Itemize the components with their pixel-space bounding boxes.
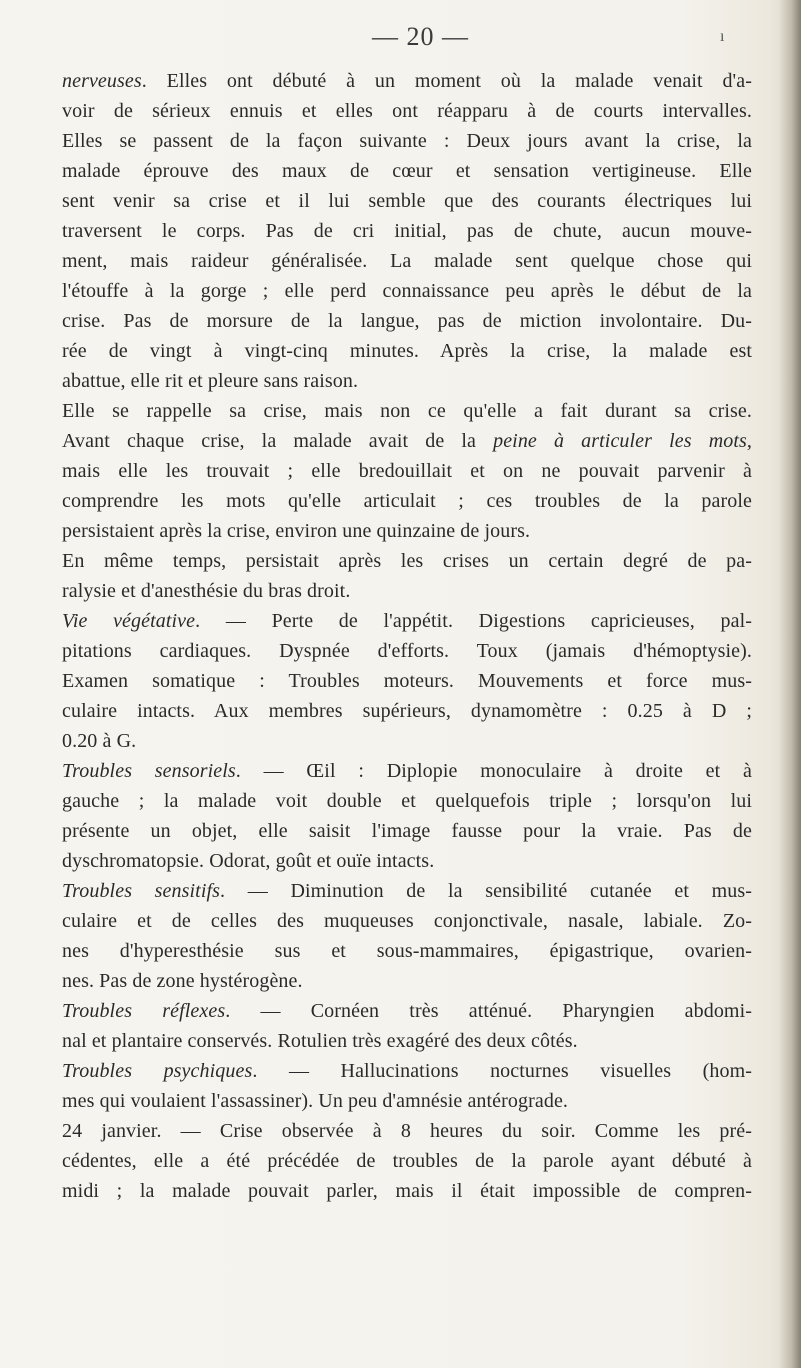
text-segment: comprendre les mots qu'elle articulait ; ces troubles de la parole xyxy=(62,490,752,512)
text-line xyxy=(62,426,752,456)
text-line xyxy=(62,456,752,486)
text-line xyxy=(62,216,752,246)
text-segment: dyschromatopsie. Odorat, goût et ouïe intacts. xyxy=(62,850,435,872)
text-segment: mais elle les trouvait ; elle bredouillait et on ne pouvait parvenir à xyxy=(62,460,752,482)
text-line xyxy=(62,1026,752,1056)
italic-heading: Troubles réflexes xyxy=(62,1000,226,1022)
text-segment: mes qui voulaient l'assassiner). Un peu d'amnésie antérograde. xyxy=(62,1090,569,1112)
text-line xyxy=(62,306,752,336)
text-segment: cédentes, elle a été précédée de troubles de la parole ayant débuté à xyxy=(62,1150,752,1172)
body-text xyxy=(62,66,752,1206)
text-segment: persistaient après la crise, environ une quinzaine de jours. xyxy=(62,520,531,542)
text-segment: . — Diminution de la sensibilité cutanée et mus- xyxy=(220,880,752,902)
text-segment: nes. Pas de zone hystérogène. xyxy=(62,970,303,992)
italic-heading: Troubles psychiques xyxy=(62,1060,253,1082)
text-line xyxy=(62,336,752,366)
text-line xyxy=(62,576,752,606)
text-line xyxy=(62,66,752,96)
text-segment: crise. Pas de morsure de la langue, pas de miction involontaire. Du- xyxy=(62,310,752,332)
italic-heading: nerveuses xyxy=(62,70,142,92)
text-line xyxy=(62,396,752,426)
text-segment: Elle se rappelle sa crise, mais non ce qu'elle a fait durant sa crise. xyxy=(62,400,752,422)
text-line xyxy=(62,756,752,786)
text-segment: voir de sérieux ennuis et elles ont réapparu à de courts intervalles. xyxy=(62,100,752,122)
text-line xyxy=(62,936,752,966)
text-line xyxy=(62,816,752,846)
text-line xyxy=(62,156,752,186)
page-number: — 20 — xyxy=(372,22,469,51)
italic-heading: Vie végétative xyxy=(62,610,196,632)
text-line xyxy=(62,246,752,276)
page-header xyxy=(0,22,801,62)
text-segment: . — Cornéen très atténué. Pharyngien abdomi- xyxy=(225,1000,752,1022)
text-segment: culaire intacts. Aux membres supérieurs, dynamomètre : 0.25 à D ; xyxy=(62,700,752,722)
text-line xyxy=(62,876,752,906)
text-segment: . — Œil : Diplopie monoculaire à droite et à xyxy=(235,760,752,782)
text-line xyxy=(62,186,752,216)
text-line xyxy=(62,1056,752,1086)
text-segment: . Elles ont débuté à un moment où la malade venait d'a- xyxy=(141,70,752,92)
text-line xyxy=(62,1116,752,1146)
text-segment: abattue, elle rit et pleure sans raison. xyxy=(62,370,359,392)
text-line xyxy=(62,606,752,636)
page-edge-shadow xyxy=(779,0,801,1368)
text-segment: midi ; la malade pouvait parler, mais il était impossible de compren- xyxy=(62,1180,752,1202)
text-line xyxy=(62,996,752,1026)
text-segment: 24 janvier. — Crise observée à 8 heures du soir. Comme les pré- xyxy=(62,1120,752,1142)
text-segment: En même temps, persistait après les crises un certain degré de pa- xyxy=(62,550,752,572)
text-segment: nes d'hyperesthésie sus et sous-mammaires, épigastrique, ovarien- xyxy=(62,940,752,962)
text-line xyxy=(62,906,752,936)
text-line xyxy=(62,636,752,666)
text-segment: . — Perte de l'appétit. Digestions capricieuses, pal- xyxy=(195,610,752,632)
text-line xyxy=(62,516,752,546)
text-line xyxy=(62,1086,752,1116)
text-segment: 0.20 à G. xyxy=(62,730,137,752)
text-segment: . — Hallucinations nocturnes visuelles (hom- xyxy=(252,1060,752,1082)
text-segment: traversent le corps. Pas de cri initial, pas de chute, aucun mouve- xyxy=(62,220,752,242)
text-line xyxy=(62,786,752,816)
text-segment: Elles se passent de la façon suivante : Deux jours avant la crise, la xyxy=(62,130,752,152)
text-line xyxy=(62,126,752,156)
text-segment: rée de vingt à vingt-cinq minutes. Après la crise, la malade est xyxy=(62,340,752,362)
text-line xyxy=(62,666,752,696)
text-segment: ment, mais raideur généralisée. La malade sent quelque chose qui xyxy=(62,250,752,272)
text-segment: Avant chaque crise, la malade avait de la xyxy=(62,430,494,452)
text-line xyxy=(62,1176,752,1206)
text-line xyxy=(62,96,752,126)
text-line xyxy=(62,966,752,996)
text-segment: Examen somatique : Troubles moteurs. Mouvements et force mus- xyxy=(62,670,752,692)
text-segment: malade éprouve des maux de cœur et sensation vertigineuse. Elle xyxy=(62,160,752,182)
text-segment: gauche ; la malade voit double et quelquefois triple ; lorsqu'on lui xyxy=(62,790,752,812)
text-segment: culaire et de celles des muqueuses conjonctivale, nasale, labiale. Zo- xyxy=(62,910,752,932)
text-line xyxy=(62,1146,752,1176)
text-line xyxy=(62,696,752,726)
text-segment: sent venir sa crise et il lui semble que des courants électriques lui xyxy=(62,190,752,212)
corner-mark: ı xyxy=(720,28,725,45)
italic-heading: peine à articuler les mots xyxy=(493,430,747,452)
text-line xyxy=(62,726,752,756)
text-segment: l'étouffe à la gorge ; elle perd connaissance peu après le début de la xyxy=(62,280,752,302)
text-segment: présente un objet, elle saisit l'image fausse pour la vraie. Pas de xyxy=(62,820,752,842)
text-segment: ralysie et d'anesthésie du bras droit. xyxy=(62,580,351,602)
text-segment: nal et plantaire conservés. Rotulien très exagéré des deux côtés. xyxy=(62,1030,578,1052)
text-line xyxy=(62,846,752,876)
italic-heading: Troubles sensitifs xyxy=(62,880,221,902)
text-line xyxy=(62,486,752,516)
italic-heading: Troubles sensoriels xyxy=(62,760,236,782)
text-line xyxy=(62,276,752,306)
text-segment: , xyxy=(746,430,752,452)
text-segment: pitations cardiaques. Dyspnée d'efforts. Toux (jamais d'hémoptysie). xyxy=(62,640,752,662)
text-line xyxy=(62,546,752,576)
text-line xyxy=(62,366,752,396)
